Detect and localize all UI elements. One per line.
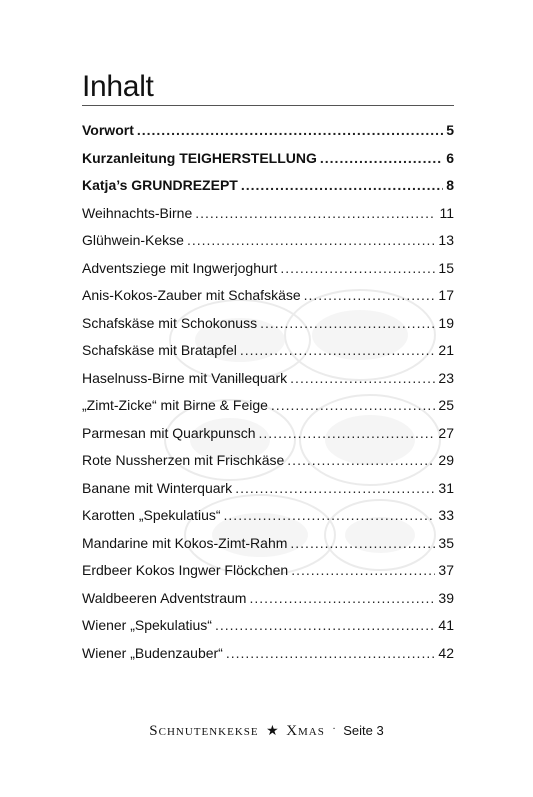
toc-entry-page-number: 11 <box>439 204 454 221</box>
toc-entry-title: „Zimt-Zicke“ mit Birne & Feige <box>82 397 268 413</box>
toc-entry[interactable] <box>82 507 454 535</box>
toc-leader-dots <box>280 260 435 276</box>
toc-entry-page-number: 6 <box>446 149 454 166</box>
toc-entry-page-number: 42 <box>438 644 454 661</box>
toc-entry[interactable] <box>82 150 454 178</box>
toc-entry-title: Schafskäse mit Schokonuss <box>82 314 258 331</box>
toc-entry-title: Weihnachts-Birne <box>82 204 193 221</box>
toc-entry[interactable] <box>82 645 454 673</box>
toc-entry-title: Kurzanleitung TEIGHERSTELLUNG <box>82 149 317 166</box>
toc-entry[interactable] <box>82 205 454 233</box>
toc-entry-title: Karotten „Spekulatius“ <box>82 507 221 523</box>
toc-leader-dots <box>287 452 435 468</box>
toc-entry-title: Banane mit Winterquark <box>82 479 233 496</box>
table-of-contents <box>82 122 454 672</box>
toc-entry-title: Haselnuss-Birne mit Vanillequark <box>82 369 288 386</box>
toc-entry[interactable] <box>82 260 454 288</box>
footer-page-number: Seite 3 <box>343 723 384 738</box>
toc-entry[interactable] <box>82 232 454 260</box>
toc-entry-title: Rote Nussherzen mit Frischkäse <box>82 452 285 468</box>
toc-leader-dots <box>259 425 436 441</box>
toc-entry[interactable] <box>82 342 454 370</box>
toc-leader-dots <box>195 205 436 221</box>
toc-entry-page-number: 35 <box>438 534 454 551</box>
toc-entry[interactable] <box>82 480 454 508</box>
toc-entry[interactable] <box>82 397 454 425</box>
toc-entry-page-number: 23 <box>438 369 454 386</box>
title-divider <box>82 105 454 106</box>
toc-entry-page-number: 39 <box>438 589 454 606</box>
toc-entry-title: Glühwein-Kekse <box>82 232 184 248</box>
toc-entry-page-number: 31 <box>438 479 454 496</box>
toc-entry-page-number: 17 <box>438 287 454 303</box>
toc-entry-title: Waldbeeren Adventstraum <box>82 589 247 606</box>
toc-leader-dots <box>320 150 443 166</box>
toc-leader-dots <box>304 287 436 303</box>
page-title: Inhalt <box>82 70 154 103</box>
toc-entry-page-number: 8 <box>446 177 454 193</box>
toc-entry-page-number: 15 <box>438 259 454 276</box>
toc-leader-dots <box>226 645 436 661</box>
footer-brand-right: Xmas <box>286 723 325 739</box>
toc-leader-dots <box>215 617 435 633</box>
toc-entry-title: Anis-Kokos-Zauber mit Schafskäse <box>82 287 301 303</box>
toc-entry-page-number: 13 <box>438 232 454 248</box>
toc-entry[interactable] <box>82 535 454 563</box>
toc-entry-page-number: 29 <box>438 452 454 468</box>
toc-entry-title: Wiener „Budenzauber“ <box>82 644 223 661</box>
toc-entry[interactable] <box>82 425 454 453</box>
toc-entry-title: Parmesan mit Quarkpunsch <box>82 424 256 441</box>
toc-entry[interactable] <box>82 562 454 590</box>
toc-entry[interactable] <box>82 122 454 150</box>
toc-entry-page-number: 33 <box>438 507 454 523</box>
star-icon: ★ <box>266 724 279 739</box>
toc-entry-title: Mandarine mit Kokos-Zimt-Rahm <box>82 534 288 551</box>
toc-leader-dots <box>291 562 435 578</box>
toc-entry[interactable] <box>82 177 454 205</box>
toc-leader-dots <box>137 122 443 138</box>
toc-entry-page-number: 37 <box>438 562 454 578</box>
toc-leader-dots <box>290 535 435 551</box>
toc-leader-dots <box>290 370 435 386</box>
toc-entry-title: Erdbeer Kokos Ingwer Flöckchen <box>82 562 289 578</box>
toc-leader-dots <box>260 315 435 331</box>
toc-leader-dots <box>271 397 436 413</box>
toc-entry-page-number: 27 <box>438 424 454 441</box>
toc-entry[interactable] <box>82 617 454 645</box>
footer-separator: · <box>332 724 336 735</box>
toc-entry[interactable] <box>82 370 454 398</box>
toc-leader-dots <box>249 590 435 606</box>
toc-entry-title: Wiener „Spekulatius“ <box>82 617 212 633</box>
toc-entry-page-number: 25 <box>438 397 454 413</box>
toc-entry-page-number: 5 <box>446 122 454 138</box>
toc-leader-dots <box>187 232 435 248</box>
toc-leader-dots <box>224 507 436 523</box>
toc-entry[interactable] <box>82 452 454 480</box>
toc-entry-title: Schafskäse mit Bratapfel <box>82 342 237 358</box>
toc-entry[interactable] <box>82 287 454 315</box>
toc-entry[interactable] <box>82 315 454 343</box>
toc-leader-dots <box>241 177 443 193</box>
toc-entry-page-number: 21 <box>438 342 454 358</box>
toc-entry[interactable] <box>82 590 454 618</box>
toc-entry-page-number: 19 <box>438 314 454 331</box>
toc-entry-title: Katja’s GRUNDREZEPT <box>82 177 238 193</box>
toc-leader-dots <box>235 480 435 496</box>
toc-leader-dots <box>240 342 436 358</box>
toc-entry-title: Adventsziege mit Ingwerjoghurt <box>82 259 278 276</box>
toc-entry-page-number: 41 <box>438 617 454 633</box>
page-footer <box>0 723 533 740</box>
toc-entry-title: Vorwort <box>82 122 134 138</box>
footer-brand-left: Schnutenkekse <box>149 723 259 739</box>
